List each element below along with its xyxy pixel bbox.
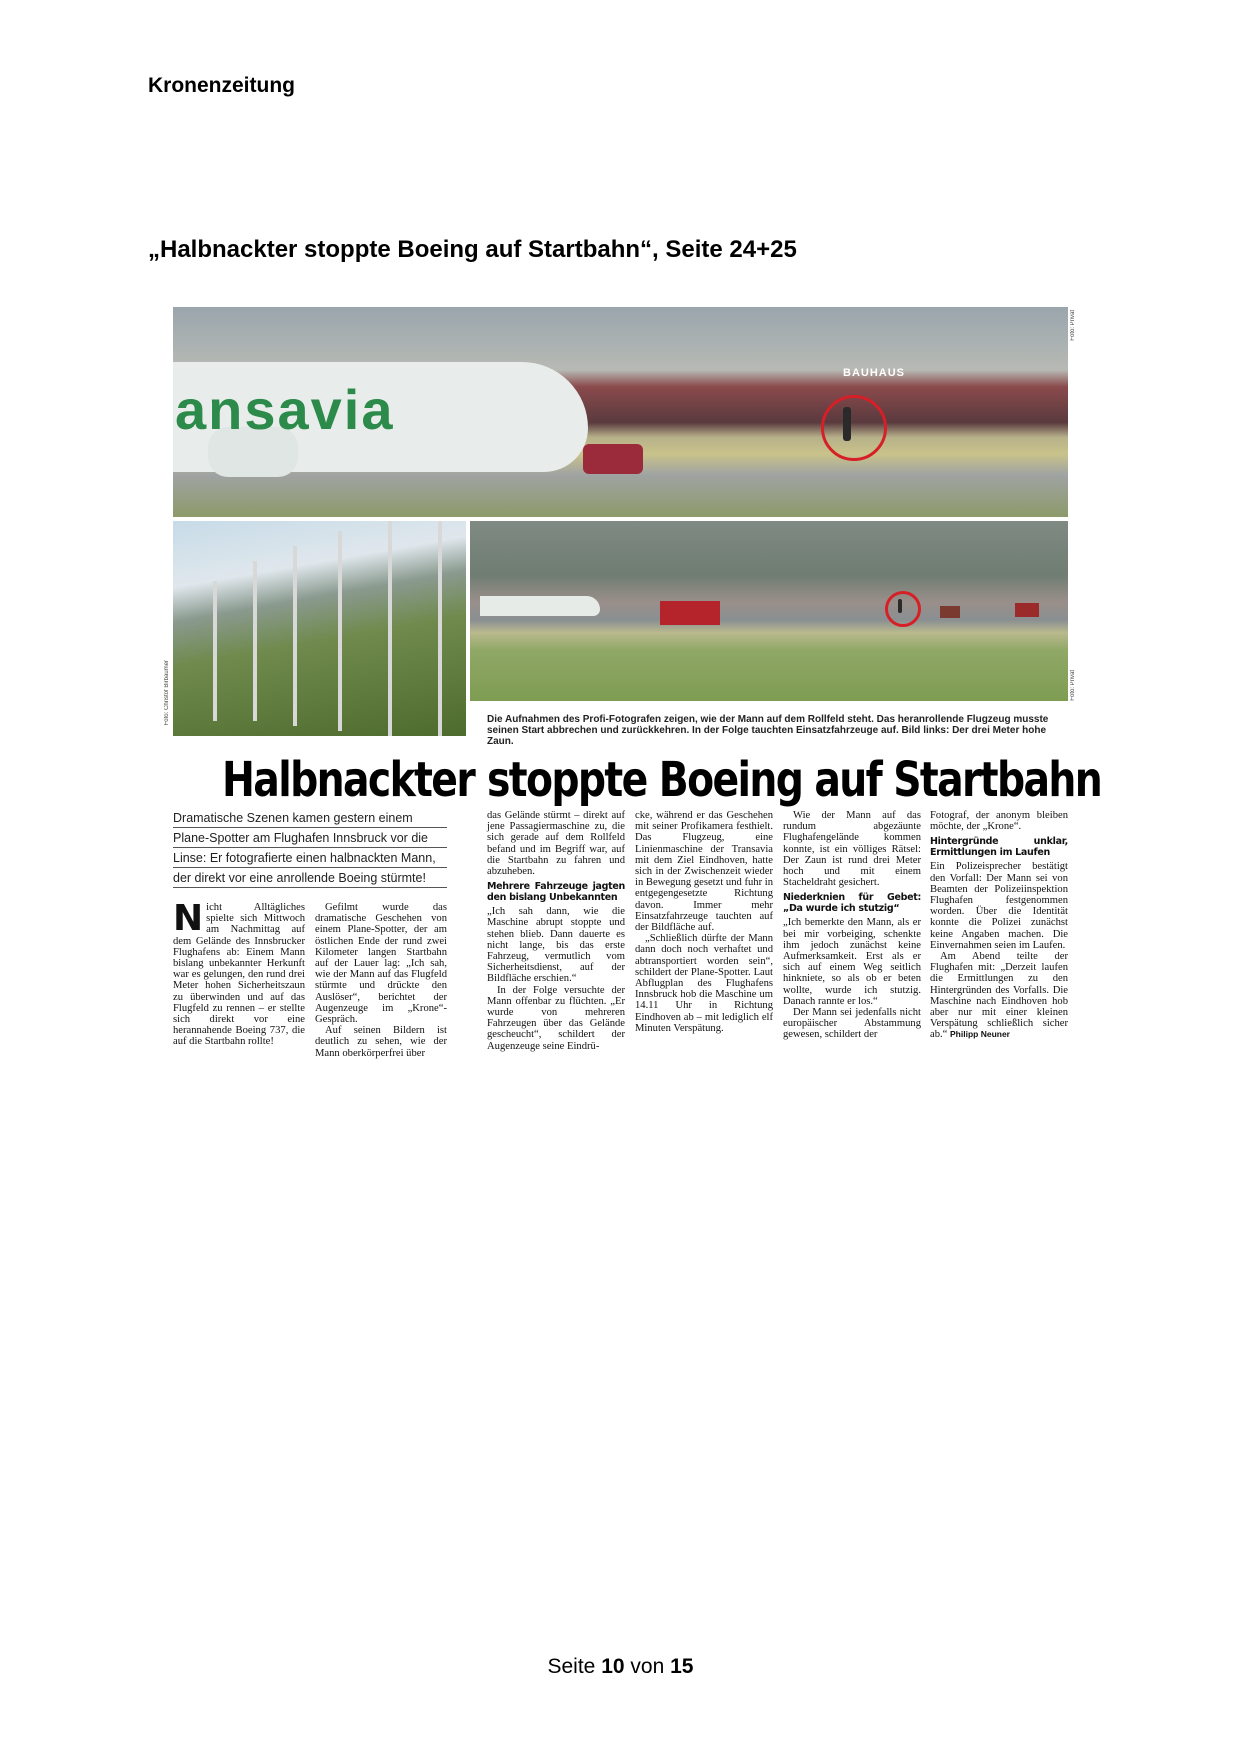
- body-paragraph: „Ich bemerkte den Mann, als er bei mir vorbeiging, schenkte ihm jedoch zunächst keine Aufmerksamkeit. Erst als er sich auf einem Weg seitlich hinkniete, so als ob er beten wollte, wurde ich stutzig. Danach rannte er los.“: [783, 917, 921, 1007]
- body-column-4: [635, 810, 773, 1034]
- body-paragraph: Wie der Mann auf das rundum abgezäunte Flughafengelände kommen konnte, ist ein völliges Rätsel: Der Zaun ist rund drei Meter hoch und mit einem Stacheldraht gesichert.: [783, 810, 921, 889]
- lead-paragraph: [173, 808, 447, 888]
- photo-credit: Foto: Christof Birbaumer: [164, 660, 170, 726]
- body-text: Am Abend teilte der Flughafen mit: „Derzeit laufen die Ermittlungen zu den Hintergründen des Vorfalls. Die Maschine nach Eindhoven hob aber nur mit einer kleinen Verspätung schließlich sicher ab.“: [930, 951, 1068, 1041]
- subheading: Hintergründe unklar, Ermittlungen im Laufen: [930, 836, 1068, 859]
- body-paragraph: „Schließlich dürfte der Mann dann doch noch verhaftet und abtransportiert worden sein“, schildert der Plane-Spotter. Laut Abflugplan des Flughafens Innsbruck hob die Maschine um 14.11 Uhr in Richtung Eindhoven ab – mit lediglich elf Minuten Verspätung.: [635, 933, 773, 1034]
- highlight-circle: [821, 395, 887, 461]
- body-paragraph: Auf seinen Bildern ist deutlich zu sehen, wie der Mann oberkörperfrei über: [315, 1025, 447, 1059]
- body-paragraph: „Ich sah dann, wie die Maschine abrupt stoppte und stehen blieb. Dann dauerte es nicht lange, bis das erste Fahrzeug, vermutlich vom Sicherheitsdienst, auf der Bildfläche erschien.“: [487, 906, 625, 985]
- store-sign: BAUHAUS: [843, 367, 905, 379]
- footer-prefix: Seite: [547, 1655, 596, 1678]
- body-paragraph: cke, während er das Geschehen mit seiner Profikamera festhielt. Das Flugzeug, eine Linienmaschine der Transavia mit dem Ziel Eindhoven, hatte sich in der Zwischenzeit wieder in Bewegung gesetzt und fuhr in entgegengesetzte Richtung davon. Immer mehr Einsatzfahrzeuge tauchten auf der Bildfläche auf.: [635, 810, 773, 934]
- lead-line: der direkt vor eine anrollende Boeing stürmte!: [173, 868, 447, 888]
- lead-line: Plane-Spotter am Flughafen Innsbruck vor die: [173, 828, 447, 848]
- body-paragraph: icht Alltägliches spielte sich Mittwoch am Nachmittag auf dem Gelände des Innsbrucker Flughafens ab: Einem Mann bislang unbekannter Herkunft war es gelungen, den rund drei Meter hohen Sicherheitszaun zu überwinden und auf das Flugfeld zu rennen – er stellte sich direkt vor eine herannahende Boeing 737, die auf die Startbahn rollte!: [173, 902, 305, 1048]
- dropcap: N: [173, 898, 204, 939]
- lead-line: Dramatische Szenen kamen gestern einem: [173, 808, 447, 828]
- photo-runway-wide: [470, 521, 1068, 701]
- highlight-circle: [885, 591, 921, 627]
- source-header: Kronenzeitung: [148, 74, 295, 97]
- subheading: Mehrere Fahrzeuge jagten den bislang Unbekannten: [487, 881, 625, 904]
- body-paragraph: Ein Polizeisprecher bestätigt den Vorfall: Der Mann sei von Beamten der Polizeiinspektion Flughafen festgenommen worden. Über die Identität konnte die Polizei zunächst keine Angaben machen. Die Einvernahmen seien im Laufen.: [930, 861, 1068, 951]
- body-column-5: [783, 810, 921, 1041]
- fire-truck: [660, 601, 720, 625]
- airline-logo-text: ansavia: [175, 378, 395, 441]
- body-paragraph: In der Folge versuchte der Mann offenbar zu flüchten. „Er wurde von mehreren Fahrzeugen über das Gelände gescheucht“, schildert der Augenzeuge seine Eindrü-: [487, 984, 625, 1052]
- body-paragraph: Der Mann sei jedenfalls nicht europäischer Abstammung gewesen, schildert der: [783, 1007, 921, 1041]
- body-column-6: [930, 810, 1068, 1041]
- body-paragraph: [930, 951, 1068, 1041]
- photo-caption: Die Aufnahmen des Profi-Fotografen zeigen, wie der Mann auf dem Rollfeld steht. Das heranrollende Flugzeug musste seinen Start abbrechen und zurückkehren. In der Folge tauchten Einsatzfahrzeuge auf. Bild links: Der drei Meter hohe Zaun.: [487, 714, 1049, 747]
- total-pages: 15: [670, 1655, 694, 1678]
- footer-middle: von: [630, 1655, 665, 1678]
- page-footer: [0, 1655, 1241, 1679]
- security-car: [583, 444, 643, 474]
- headline-part2: stoppte Boeing auf Startbahn: [487, 752, 1102, 808]
- photo-fence: [173, 521, 466, 736]
- article-reference-title: „Halbnackter stoppte Boeing auf Startbahn“, Seite 24+25: [148, 236, 797, 263]
- photo-credit: Foto: Privat: [1070, 310, 1076, 341]
- lead-line: Linse: Er fotografierte einen halbnackten Mann,: [173, 848, 447, 868]
- body-paragraph: Gefilmt wurde das dramatische Geschehen von einem Plane-Spotter, der am östlichen Ende der rund zwei Kilometer langen Startbahn auf der Lauer lag: „Ich sah, wie der Mann auf das Flugfeld stürmte und drückte den Auslöser“, berichtet der Augenzeuge im „Krone“-Gespräch.: [315, 902, 447, 1026]
- body-column-2: [315, 902, 447, 1059]
- body-paragraph: das Gelände stürmt – direkt auf jene Passagiermaschine zu, die sich gerade auf dem Rollfeld befand und im Begriff war, auf die Startbahn zu fahren und abzuheben.: [487, 810, 625, 878]
- body-paragraph: Fotograf, der anonym bleiben möchte, der „Krone“.: [930, 810, 1068, 833]
- subheading: Niederknien für Gebet: „Da wurde ich stutzig“: [783, 892, 921, 915]
- photo-credit: Foto: Privat: [1070, 670, 1076, 701]
- photo-plane-runway: [173, 307, 1068, 517]
- body-column-1: [173, 898, 305, 1048]
- headline-part1: Halbnackter: [222, 752, 475, 808]
- body-column-3: [487, 810, 625, 1052]
- current-page: 10: [601, 1655, 625, 1678]
- author-name: Philipp Neuner: [950, 1029, 1010, 1040]
